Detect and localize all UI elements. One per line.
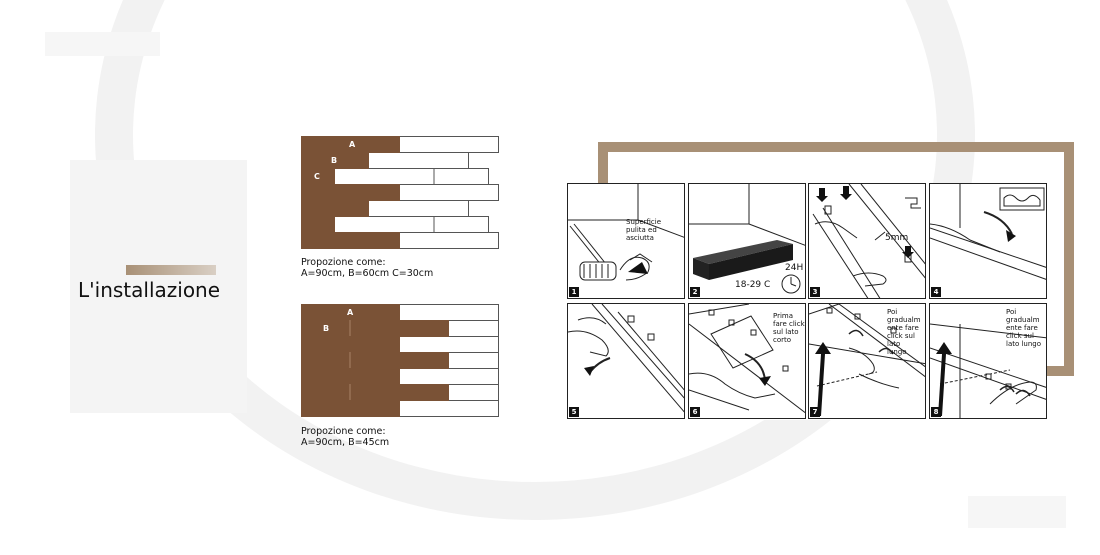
step-text: ente fare	[1006, 324, 1038, 332]
page-title: L'installazione	[78, 278, 221, 302]
pattern-label-c: C	[314, 172, 320, 181]
caption-line: Propozione come:	[301, 257, 386, 268]
pattern-label-b: B	[323, 324, 330, 333]
step-number: 7	[810, 407, 820, 417]
step-number: 6	[690, 407, 700, 417]
step-text: pulita ed	[626, 226, 657, 234]
caption-line: Propozione come:	[301, 426, 386, 437]
step-text: 24H	[785, 263, 804, 273]
pattern-label-a: A	[349, 140, 356, 149]
step-text: 5mm	[885, 233, 909, 243]
step-text: corto	[773, 336, 792, 344]
step-text: fare click	[773, 320, 805, 328]
step-text: asciutta	[626, 234, 654, 242]
faded-corner-mark	[968, 496, 1066, 528]
step-text: lungo	[887, 348, 907, 356]
step-text: lato lungo	[1006, 340, 1042, 348]
step-text: Poi	[887, 308, 898, 316]
step-number: 3	[810, 287, 820, 297]
laying-pattern-2	[301, 304, 501, 420]
step-text: Poi	[1006, 308, 1017, 316]
step-text: gradualm	[887, 316, 921, 324]
faded-logo	[45, 32, 160, 56]
step-text: lato	[887, 340, 901, 348]
step-3-panel	[808, 183, 926, 299]
step-number: 1	[569, 287, 579, 297]
step-number: 5	[569, 407, 579, 417]
step-number: 2	[690, 287, 700, 297]
step-text: sul lato	[773, 328, 799, 336]
step-text: click sul	[887, 332, 915, 340]
step-text: gradualm	[1006, 316, 1040, 324]
pattern-label-a: A	[347, 308, 354, 317]
step-text: Superficie	[626, 218, 662, 226]
step-1-panel	[567, 183, 685, 299]
step-text: Prima	[773, 312, 794, 320]
step-7-panel	[808, 303, 926, 419]
pattern-2-caption	[301, 426, 389, 448]
laying-pattern-1	[301, 136, 501, 252]
caption-line: A=90cm, B=60cm C=30cm	[301, 268, 434, 279]
step-text: ente fare	[887, 324, 919, 332]
accent-bar	[126, 265, 216, 275]
step-8-panel	[929, 303, 1047, 419]
step-5-panel	[567, 303, 685, 419]
step-2-panel	[688, 183, 806, 299]
installation-steps	[567, 183, 1047, 420]
step-6-panel	[688, 303, 806, 419]
caption-line: A=90cm, B=45cm	[301, 437, 390, 448]
step-text: click sul	[1006, 332, 1034, 340]
step-text: 18-29 C	[735, 280, 771, 290]
step-4-panel	[929, 183, 1047, 299]
pattern-label-b: B	[331, 156, 338, 165]
step-number: 8	[931, 407, 941, 417]
pattern-1-caption	[301, 257, 433, 279]
step-number: 4	[931, 287, 941, 297]
